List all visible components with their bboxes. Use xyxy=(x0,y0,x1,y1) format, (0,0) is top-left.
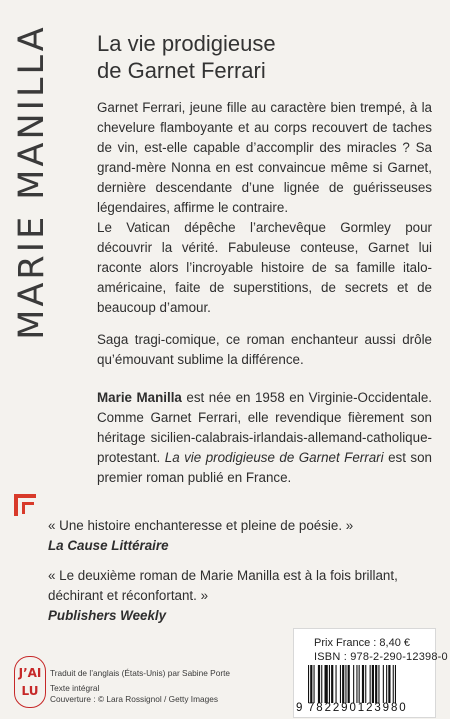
credit-integral: Texte intégral xyxy=(50,682,100,693)
credits xyxy=(50,668,290,706)
bio-text-2: est son premier roman publié en France. xyxy=(97,450,432,485)
bio-book-title: La vie prodigieuse de Garnet Ferrari xyxy=(164,450,384,465)
author-bio xyxy=(97,388,432,488)
logo-line-2: LU xyxy=(21,684,39,698)
corner-mark-icon xyxy=(14,494,36,516)
logo-line-1: J’AI xyxy=(18,666,42,680)
price: Prix France : 8,40 € xyxy=(314,637,410,649)
book-title xyxy=(97,30,417,84)
summary-paragraph-3: Saga tragi-comique, ce roman enchanteur aussi drôle qu’émouvant sublime la différence. xyxy=(97,332,432,367)
summary-paragraph-1: Garnet Ferrari, jeune fille au caractère bien trempé, à la chevelure flamboyante et au corps recouvert de taches de vin, est-elle capable d’accomplir des miracles ? Sa grand-mère Nonna en est convaincue même si Garnet, dernière descendante d’une lignée de guérisseuses légendaires, affirme le contraire. xyxy=(97,100,432,215)
author-vertical xyxy=(12,24,52,340)
press-quotes xyxy=(48,516,433,626)
bio-text-1: est née en 1958 en Virginie-Occidentale. Comme Garnet Ferrari, elle revendique fièrement son héritage sicilien-calabrais-irlandais-allemand-catholique-protestant. xyxy=(97,390,432,465)
credit-translation: Traduit de l’anglais (États-Unis) par Sabine Porte xyxy=(50,668,231,678)
summary-paragraph-2: Le Vatican dépêche l’archevêque Gormley pour découvrir la vérité. Fabuleuse conteuse, Garnet lui raconte alors l’incroyable histoire de sa famille italo-américaine, faite de superstitions, de secrets et de beaucoup d’amour. xyxy=(97,220,432,315)
credit-cover: Couverture : © Lara Rossignol / Getty Images xyxy=(50,694,218,704)
quote-2-text: « Le deuxième roman de Marie Manilla est à la fois brillant, déchirant et réconfortant. » xyxy=(48,568,398,603)
title-line-1: La vie prodigieuse xyxy=(97,31,276,56)
barcode-icon xyxy=(306,665,430,703)
publisher-logo xyxy=(14,656,46,708)
quote-2-source: Publishers Weekly xyxy=(48,608,167,623)
isbn: ISBN : 978-2-290-12398-0 xyxy=(314,651,448,663)
ean-digits: 782290123980 xyxy=(308,702,408,714)
summary xyxy=(97,98,432,488)
author-vertical-text: MARIE MANILLA xyxy=(12,24,52,340)
barcode-box xyxy=(293,628,448,718)
quote-1-text: « Une histoire enchanteresse et pleine de poésie. » xyxy=(48,518,354,533)
ean-first-digit: 9 xyxy=(296,702,303,714)
quote-1-source: La Cause Littéraire xyxy=(48,538,169,553)
title-line-2: de Garnet Ferrari xyxy=(97,58,266,83)
bio-author-name: Marie Manilla xyxy=(97,390,182,405)
